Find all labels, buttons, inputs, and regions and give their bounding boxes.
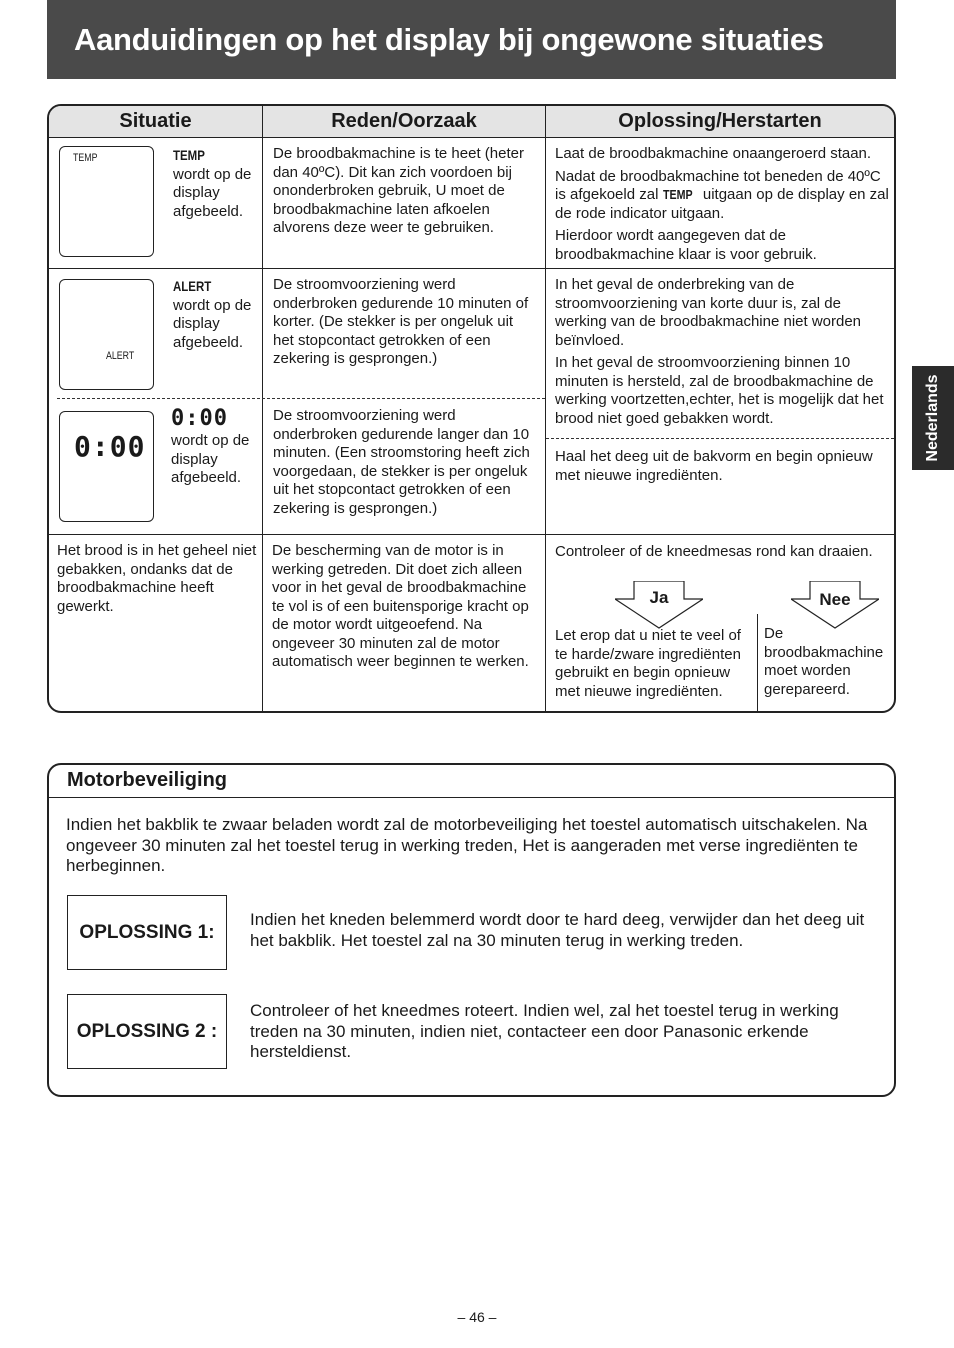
situation-row4: Het brood is in het geheel niet gebakken, ondanks dat de broodbakmachine heeft gewerkt. [57,542,257,615]
solution-row3: Haal het deeg uit de bakvorm en begin opnieuw met nieuwe ingrediënten. [555,448,873,484]
motor-protection-heading: Motorbeveiliging [67,769,227,791]
solution2-box [67,994,227,1069]
situation-row1-text: wordt op de display afgebeeld. [173,165,252,220]
display-illustration-alert [59,279,154,390]
situations-table [47,104,896,713]
solution1-box [67,895,227,970]
display-alert-label: ALERT [106,350,135,362]
cause-row2: De stroomvoorziening werd onderbroken gedurende 10 minuten of korter. (De stekker is per ongeluk uit het stopcontact getrokken of een zekering is gesprongen.) [273,276,529,367]
situation-row3 [171,406,261,488]
page-title: Aanduidingen op het display bij ongewone situaties [74,22,824,57]
solution-row1-p3: Hierdoor wordt aangegeven dat de broodbakmachine klaar is voor gebruik. [555,227,817,263]
row-divider-dashed [57,398,545,399]
situation-row2-text: wordt op de display afgebeeld. [173,296,252,351]
no-solution: De broodbakmachine moet worden gerepareerd. [764,625,884,698]
solution1-label: OPLOSSING 1: [79,921,215,943]
alert-indicator: ALERT [173,278,212,294]
solution2-text: Controleer of het kneedmes roteert. Indien wel, zal het toestel terug in werking treden na 30 minuten, indien niet, contacteer een door Panasonic erkende hersteldienst. [250,1001,839,1061]
no-arrow [791,581,879,629]
temp-indicator-inline: TEMP [662,187,693,202]
solution-row2-p1: In het geval de onderbreking van de stroomvoorziening van korte duur is, zal de werking van de broodbakmachine niet worden beïnvloed. [555,276,862,349]
yes-label: Ja [649,588,669,607]
yes-arrow [615,581,703,629]
page-number: – 46 – [457,1309,497,1325]
solution-row2 [555,276,890,432]
display-illustration-temp [59,146,154,257]
row-divider [49,534,894,535]
motor-protection-header [49,765,894,798]
situation-row2 [173,277,259,352]
solution-row1-p2: Nadat de broodbakmachine tot beneden de 40ºC is afgekoeld zal TEMP uitgaan op de display en zal de rode indicator uitgaan. [555,167,889,222]
temp-indicator: TEMP [173,147,205,163]
solution2-label: OPLOSSING 2 : [76,1020,218,1042]
solution-row2-p2: In het geval de stroomvoorziening binnen 10 minuten is hersteld, zal de broodbakmachine de werking voortzetten,echter, het is mogelijk dat het brood niet goed gebakken wordt. [555,354,884,427]
motor-protection-intro: Indien het bakblik te zwaar beladen wordt zal de motorbeveiliging het toestel automatisch uitschakelen. Na ongeveer 30 minuten zal het toestel terug in werking treden, Het is aangeraden met verse ingrediënten te herbeginnen. [66,815,868,875]
display-illustration-zero [59,411,154,522]
display-zero-label: 0:00 [74,430,146,463]
display-temp-label: TEMP [73,152,98,164]
cause-row3: De stroomvoorziening werd onderbroken gedurende langer dan 10 minuten. (Een stroomstoring heeft zich voorgedaan, de stekker is per ongeluk uit het stopcontact getrokken of een zekering is gesprongen.) [273,407,530,517]
column-divider [262,106,263,713]
header-reden: Reden/Oorzaak [331,110,477,132]
cause-row1: De broodbakmachine is te heet (heter dan 40ºC). Dit kan zich voordoen bij ononderbroken gebruik, U moet de broodbakmachine laten afkoelen alvorens deze weer te gebruiken. [273,145,524,236]
motor-protection-panel [47,763,896,1097]
title-banner [47,0,896,79]
yes-solution: Let erop dat u niet te veel of te harde/zware ingrediënten gebruikt en begin opnieuw met nieuwe ingrediënten. [555,627,741,700]
header-oplossing: Oplossing/Herstarten [618,110,822,132]
situation-row1 [173,146,259,221]
column-divider [545,106,546,713]
zero-indicator: 0:00 [171,406,228,431]
language-tab-label: Nederlands [924,374,941,462]
language-tab [912,366,954,470]
solution1-text: Indien het kneden belemmerd wordt door te hard deeg, verwijder dan het deeg uit het bakblik. Het toestel zal na 30 minuten terug in werking treden. [250,910,865,950]
column-divider [757,614,758,713]
situation-row3-text: wordt op de display afgebeeld. [171,432,250,486]
no-label: Nee [819,590,851,609]
cause-row4: De bescherming van de motor is in werking getreden. Dit doet zich alleen voor in het geval de broodbakmachine te vol is of een buitensporige kracht op de motor wordt uitgeoefend. Na ongeveer 30 minuten zal de motor automatisch weer beginnen te werken. [272,542,529,670]
solution-row1 [555,145,890,268]
table-header [49,106,894,138]
row-divider [49,268,894,269]
solution-row1-p1: Laat de broodbakmachine onaangeroerd staan. [555,145,872,162]
header-situatie: Situatie [119,110,192,132]
check-instruction: Controleer of de kneedmesas rond kan draaien. [555,543,873,560]
row-divider-dashed [546,438,894,439]
